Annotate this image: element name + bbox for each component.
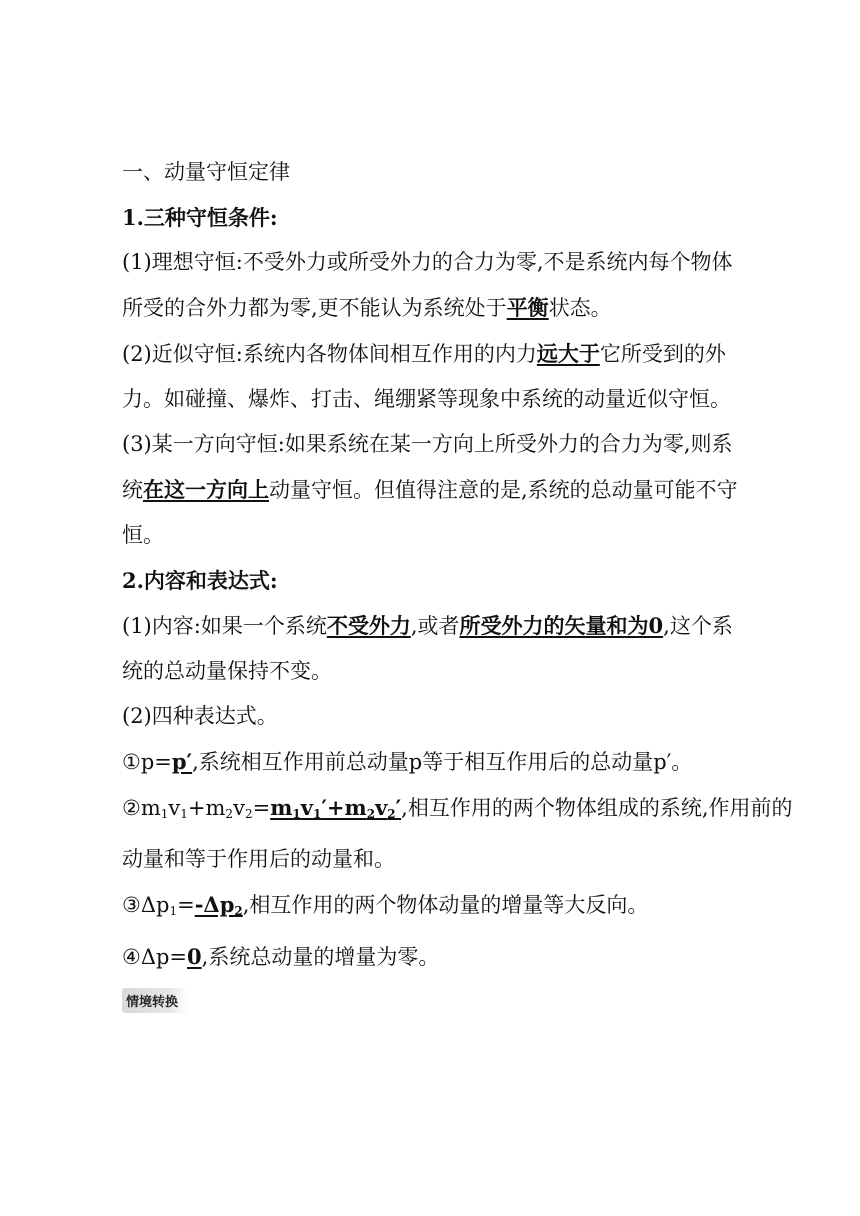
subscript: 2 — [225, 807, 234, 821]
formula-2 — [122, 785, 793, 837]
section-heading: 一、动量守恒定律 — [122, 160, 290, 184]
text: = — [252, 796, 271, 820]
text: -Δp — [194, 892, 235, 917]
text: v — [168, 796, 181, 820]
text: v — [375, 795, 388, 820]
text: 所受的合外力都为零,更不能认为系统处于 — [122, 296, 507, 320]
paragraph-direction-1: (3)某一方向守恒:如果系统在某一方向上所受外力的合力为零,则系 — [122, 432, 733, 456]
subscript: 2 — [244, 807, 253, 821]
formula-1 — [122, 739, 732, 785]
text: ,系统相互作用前总动量p等于相互作用后的总动量p′。 — [192, 750, 693, 774]
subscript: 1 — [292, 807, 301, 821]
fill-in-answer: 在这一方向上 — [143, 477, 269, 502]
document-body — [122, 150, 793, 1018]
text: m — [270, 795, 293, 820]
text: ,系统总动量的增量为零。 — [201, 945, 440, 969]
formula-3 — [122, 882, 732, 934]
text: = — [177, 893, 195, 917]
paragraph-content-2: 统的总动量保持不变。 — [122, 659, 332, 683]
text: +m — [187, 796, 226, 820]
text: ′ — [395, 795, 402, 820]
paragraph-direction-3: 恒。 — [122, 523, 164, 547]
paragraph-approx-1 — [122, 331, 732, 377]
text: ′+m — [321, 795, 367, 820]
paragraph-ideal-2 — [122, 285, 732, 331]
text: ④Δp= — [122, 945, 188, 969]
text: ③Δp — [122, 893, 170, 917]
subscript: 1 — [160, 807, 169, 821]
text: ①p= — [122, 750, 172, 774]
subscript: 1 — [169, 904, 178, 918]
paragraph-approx-2: 力。如碰撞、爆炸、打击、绳绷紧等现象中系统的动量近似守恒。 — [122, 387, 731, 411]
text: 它所受到的外 — [599, 342, 726, 366]
text: v — [233, 796, 245, 820]
text: 动量守恒。但值得注意的是,系统的总动量可能不守 — [269, 478, 738, 502]
fill-in-answer: 平衡 — [506, 295, 549, 320]
formula-2-continued: 动量和等于作用后的动量和。 — [122, 847, 395, 871]
text: (2)近似守恒:系统内各物体间相互作用的内力 — [122, 342, 537, 366]
paragraph-direction-2 — [122, 467, 738, 513]
fill-in-answer: 0 — [187, 944, 202, 969]
text: (1)内容:如果一个系统 — [122, 614, 327, 638]
text: ,或者 — [410, 614, 460, 638]
subscript: 2 — [387, 807, 396, 821]
formula-4 — [122, 934, 732, 980]
text: ,相互作用的两个物体组成的系统,作用前的 — [401, 796, 793, 820]
subscript: 1 — [312, 807, 322, 821]
text: 状态。 — [548, 296, 612, 320]
fill-in-answer: p′ — [171, 749, 193, 774]
paragraph-content-1 — [122, 603, 732, 649]
subsection-title-conditions: 1.三种守恒条件: — [122, 205, 278, 230]
tag-row — [122, 988, 732, 1018]
fill-in-answer: 所受外力的矢量和为0 — [459, 613, 664, 638]
subscript: 1 — [180, 807, 188, 821]
text: ②m — [122, 796, 161, 820]
fill-in-answer: 不受外力 — [326, 613, 411, 638]
formula-list-title: (2)四种表达式。 — [122, 704, 278, 728]
subsection-title-expressions: 2.内容和表达式: — [122, 568, 278, 593]
paragraph-ideal-1: (1)理想守恒:不受外力或所受外力的合力为零,不是系统内每个物体 — [122, 250, 733, 274]
scenario-tag: 情境转换 — [122, 988, 188, 1013]
text: ,相互作用的两个物体动量的增量等大反向。 — [242, 893, 649, 917]
text: ,这个系 — [663, 614, 733, 638]
text: 统 — [122, 478, 143, 502]
fill-in-answer — [195, 892, 243, 917]
fill-in-answer — [270, 795, 401, 820]
subscript: 2 — [234, 904, 243, 918]
text: v — [300, 795, 313, 820]
fill-in-answer: 远大于 — [536, 341, 600, 366]
subscript: 2 — [366, 807, 376, 821]
